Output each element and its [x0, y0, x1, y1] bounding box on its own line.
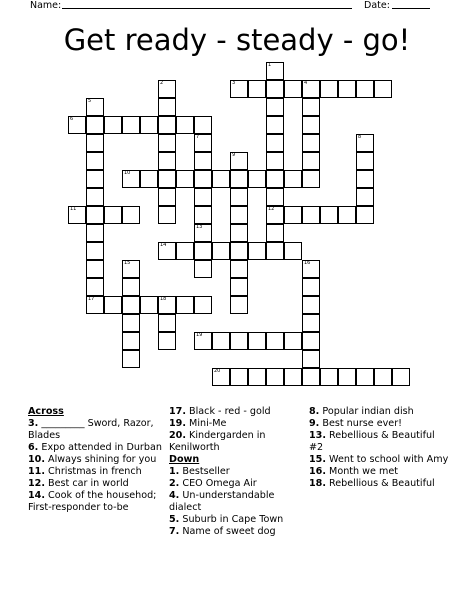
clue-number: 4 [304, 80, 308, 86]
grid-cell[interactable] [230, 224, 248, 242]
clue-number: 6 [70, 116, 74, 122]
grid-cell[interactable] [302, 296, 320, 314]
grid-cell[interactable] [176, 296, 194, 314]
grid-cell[interactable] [230, 332, 248, 350]
grid-cell[interactable] [140, 170, 158, 188]
clue-text: Black - red - gold [186, 406, 271, 417]
grid-cell[interactable] [194, 206, 212, 224]
grid-cell[interactable] [374, 368, 392, 386]
grid-cell[interactable] [104, 296, 122, 314]
grid-cell[interactable] [302, 332, 320, 350]
clue-number-label: 8. [309, 406, 320, 417]
grid-cell[interactable] [266, 62, 284, 80]
clue-item [309, 466, 449, 478]
grid-cell[interactable] [122, 296, 140, 314]
grid-cell[interactable] [374, 80, 392, 98]
clue-text: Kindergarden in Kenilworth [169, 430, 266, 453]
grid-cell[interactable] [158, 98, 176, 116]
clue-number: 17 [88, 296, 95, 302]
grid-cell[interactable] [86, 260, 104, 278]
grid-cell[interactable] [122, 260, 140, 278]
grid-cell[interactable] [266, 332, 284, 350]
grid-cell[interactable] [230, 170, 248, 188]
grid-cell[interactable] [320, 368, 338, 386]
grid-cell[interactable] [356, 80, 374, 98]
clue-number: 3 [232, 80, 236, 86]
grid-cell[interactable] [194, 134, 212, 152]
grid-cell[interactable] [248, 170, 266, 188]
grid-cell[interactable] [86, 116, 104, 134]
grid-cell[interactable] [230, 188, 248, 206]
grid-cell[interactable] [158, 170, 176, 188]
grid-cell[interactable] [230, 278, 248, 296]
grid-cell[interactable] [230, 152, 248, 170]
grid-cell[interactable] [122, 332, 140, 350]
clue-text: Month we met [326, 466, 398, 477]
grid-cell[interactable] [230, 242, 248, 260]
grid-cell[interactable] [86, 206, 104, 224]
grid-cell[interactable] [86, 98, 104, 116]
grid-cell[interactable] [356, 170, 374, 188]
clue-number: 8 [358, 134, 362, 140]
clue-number-label: 16. [309, 466, 326, 477]
grid-cell[interactable] [122, 116, 140, 134]
clue-item [28, 454, 168, 466]
grid-cell[interactable] [122, 206, 140, 224]
grid-cell[interactable] [302, 170, 320, 188]
clue-item [309, 454, 449, 466]
grid-cell[interactable] [212, 170, 230, 188]
clue-text: Christmas in french [45, 466, 142, 477]
grid-cell[interactable] [104, 116, 122, 134]
clue-item [309, 478, 449, 490]
grid-cell[interactable] [356, 368, 374, 386]
grid-cell[interactable] [338, 80, 356, 98]
grid-cell[interactable] [266, 134, 284, 152]
clue-number-label: 10. [28, 454, 45, 465]
grid-cell[interactable] [176, 116, 194, 134]
grid-cell[interactable] [302, 314, 320, 332]
clue-item [309, 430, 449, 454]
clue-text: Bestseller [179, 466, 230, 477]
clue-item [169, 466, 309, 478]
grid-cell[interactable] [266, 242, 284, 260]
grid-cell[interactable] [302, 152, 320, 170]
grid-cell[interactable] [338, 206, 356, 224]
grid-cell[interactable] [86, 296, 104, 314]
grid-cell[interactable] [338, 368, 356, 386]
grid-cell[interactable] [248, 242, 266, 260]
grid-cell[interactable] [158, 152, 176, 170]
clue-number-label: 4. [169, 490, 180, 501]
grid-cell[interactable] [248, 80, 266, 98]
grid-cell[interactable] [158, 332, 176, 350]
grid-cell[interactable] [266, 188, 284, 206]
clue-number-label: 19. [169, 418, 186, 429]
grid-cell[interactable] [392, 368, 410, 386]
clue-text: Always shining for you [45, 454, 157, 465]
clue-list [0, 406, 474, 606]
grid-cell[interactable] [302, 368, 320, 386]
grid-cell[interactable] [158, 116, 176, 134]
clue-number-label: 13. [309, 430, 326, 441]
clue-number-label: 17. [169, 406, 186, 417]
date-label: Date: [364, 0, 390, 11]
grid-cell[interactable] [302, 134, 320, 152]
grid-cell[interactable] [230, 260, 248, 278]
grid-cell[interactable] [302, 260, 320, 278]
grid-cell[interactable] [194, 260, 212, 278]
grid-cell[interactable] [302, 116, 320, 134]
grid-cell[interactable] [194, 188, 212, 206]
grid-cell[interactable] [302, 350, 320, 368]
clue-number: 9 [232, 152, 236, 158]
clue-column-2 [169, 406, 309, 538]
grid-cell[interactable] [266, 170, 284, 188]
clue-number: 15 [124, 260, 131, 266]
clue-number: 18 [160, 296, 167, 302]
grid-cell[interactable] [68, 206, 86, 224]
clue-text: Best car in world [45, 478, 129, 489]
grid-cell[interactable] [230, 80, 248, 98]
clue-number-label: 11. [28, 466, 45, 477]
grid-cell[interactable] [122, 278, 140, 296]
grid-cell[interactable] [356, 152, 374, 170]
clue-item [28, 418, 168, 442]
grid-cell[interactable] [284, 332, 302, 350]
clue-text: Expo attended in Durban [38, 442, 162, 453]
grid-cell[interactable] [284, 170, 302, 188]
grid-cell[interactable] [158, 314, 176, 332]
clue-number-label: 7. [169, 526, 180, 537]
clue-text: Best nurse ever! [319, 418, 402, 429]
grid-cell[interactable] [266, 152, 284, 170]
grid-cell[interactable] [194, 116, 212, 134]
clue-item [169, 406, 309, 418]
grid-cell[interactable] [194, 170, 212, 188]
grid-cell[interactable] [194, 224, 212, 242]
grid-cell[interactable] [266, 206, 284, 224]
grid-cell[interactable] [194, 332, 212, 350]
clue-number-label: 2. [169, 478, 180, 489]
clue-number: 11 [70, 206, 77, 212]
clue-number-label: 3. [28, 418, 39, 429]
grid-cell[interactable] [230, 296, 248, 314]
grid-cell[interactable] [158, 134, 176, 152]
grid-cell[interactable] [356, 206, 374, 224]
grid-cell[interactable] [320, 80, 338, 98]
grid-cell[interactable] [122, 170, 140, 188]
grid-cell[interactable] [194, 296, 212, 314]
clue-number: 20 [214, 368, 221, 374]
grid-cell[interactable] [266, 368, 284, 386]
clue-number-label: 15. [309, 454, 326, 465]
grid-cell[interactable] [302, 98, 320, 116]
clue-item [169, 526, 309, 538]
grid-cell[interactable] [230, 368, 248, 386]
clue-number: 5 [88, 98, 92, 104]
name-label: Name: [30, 0, 62, 11]
grid-cell[interactable] [230, 206, 248, 224]
grid-cell[interactable] [158, 296, 176, 314]
grid-cell[interactable] [86, 152, 104, 170]
grid-cell[interactable] [158, 188, 176, 206]
clue-item [169, 430, 309, 454]
grid-cell[interactable] [158, 80, 176, 98]
grid-cell[interactable] [194, 152, 212, 170]
grid-cell[interactable] [266, 116, 284, 134]
grid-cell[interactable] [212, 368, 230, 386]
grid-cell[interactable] [320, 206, 338, 224]
clue-number: 19 [196, 332, 203, 338]
clue-item [169, 490, 309, 514]
grid-cell[interactable] [122, 314, 140, 332]
grid-cell[interactable] [140, 116, 158, 134]
grid-cell[interactable] [284, 206, 302, 224]
clue-text: Rebellious & Beautiful [326, 478, 435, 489]
clue-number-label: 14. [28, 490, 45, 501]
clue-item [28, 442, 168, 454]
grid-cell[interactable] [158, 206, 176, 224]
clue-text: CEO Omega Air [179, 478, 257, 489]
grid-cell[interactable] [86, 242, 104, 260]
grid-cell[interactable] [248, 332, 266, 350]
grid-cell[interactable] [356, 188, 374, 206]
clue-text: Un-understandable dialect [169, 490, 275, 513]
clue-text: Rebellious & Beautiful #2 [309, 430, 435, 453]
grid-cell[interactable] [302, 278, 320, 296]
clue-item [169, 514, 309, 526]
clue-number: 12 [268, 206, 275, 212]
grid-cell[interactable] [266, 98, 284, 116]
grid-cell[interactable] [248, 368, 266, 386]
clue-item [28, 490, 168, 514]
grid-cell[interactable] [86, 134, 104, 152]
grid-cell[interactable] [302, 80, 320, 98]
page-title: Get ready - steady - go! [63, 23, 411, 57]
clue-text: Suburb in Cape Town [179, 514, 284, 525]
clue-number-label: 1. [169, 466, 180, 477]
clue-item [309, 406, 449, 418]
grid-cell[interactable] [122, 350, 140, 368]
grid-cell[interactable] [212, 332, 230, 350]
grid-cell[interactable] [158, 242, 176, 260]
clue-number: 7 [196, 134, 200, 140]
grid-cell[interactable] [68, 116, 86, 134]
grid-cell[interactable] [86, 278, 104, 296]
across-heading: Across [28, 406, 64, 417]
grid-cell[interactable] [176, 242, 194, 260]
clue-number-label: 20. [169, 430, 186, 441]
grid-cell[interactable] [356, 134, 374, 152]
clue-text: _________ Sword, Razor, Blades [28, 418, 154, 441]
clue-item [309, 418, 449, 430]
grid-cell[interactable] [104, 206, 122, 224]
clue-number-label: 5. [169, 514, 180, 525]
grid-cell[interactable] [140, 296, 158, 314]
grid-cell[interactable] [176, 170, 194, 188]
grid-cell[interactable] [266, 224, 284, 242]
clue-number-label: 9. [309, 418, 320, 429]
clue-number-label: 6. [28, 442, 39, 453]
clue-number: 2 [160, 80, 164, 86]
clue-item [169, 478, 309, 490]
grid-cell[interactable] [86, 188, 104, 206]
clue-number: 1 [268, 62, 272, 68]
down-heading: Down [169, 454, 200, 465]
grid-cell[interactable] [212, 242, 230, 260]
clue-item [169, 418, 309, 430]
grid-cell[interactable] [284, 242, 302, 260]
clue-text: Popular indian dish [319, 406, 414, 417]
grid-cell[interactable] [194, 242, 212, 260]
clue-item [28, 466, 168, 478]
grid-cell[interactable] [302, 206, 320, 224]
clue-text: Went to school with Amy [326, 454, 449, 465]
grid-cell[interactable] [86, 170, 104, 188]
grid-cell[interactable] [266, 80, 284, 98]
clue-number-label: 18. [309, 478, 326, 489]
clue-number: 16 [304, 260, 311, 266]
clue-number: 14 [160, 242, 167, 248]
clue-number: 13 [196, 224, 203, 230]
clue-text: Cook of the househod; First-responder to-be [28, 490, 157, 513]
grid-cell[interactable] [284, 80, 302, 98]
clue-text: Name of sweet dog [179, 526, 276, 537]
grid-cell[interactable] [86, 224, 104, 242]
clue-text: Mini-Me [186, 418, 227, 429]
clue-item [28, 478, 168, 490]
clue-number-label: 12. [28, 478, 45, 489]
clue-number: 10 [124, 170, 131, 176]
clue-column-1 [28, 406, 168, 514]
grid-cell[interactable] [284, 368, 302, 386]
clue-column-3 [309, 406, 449, 490]
